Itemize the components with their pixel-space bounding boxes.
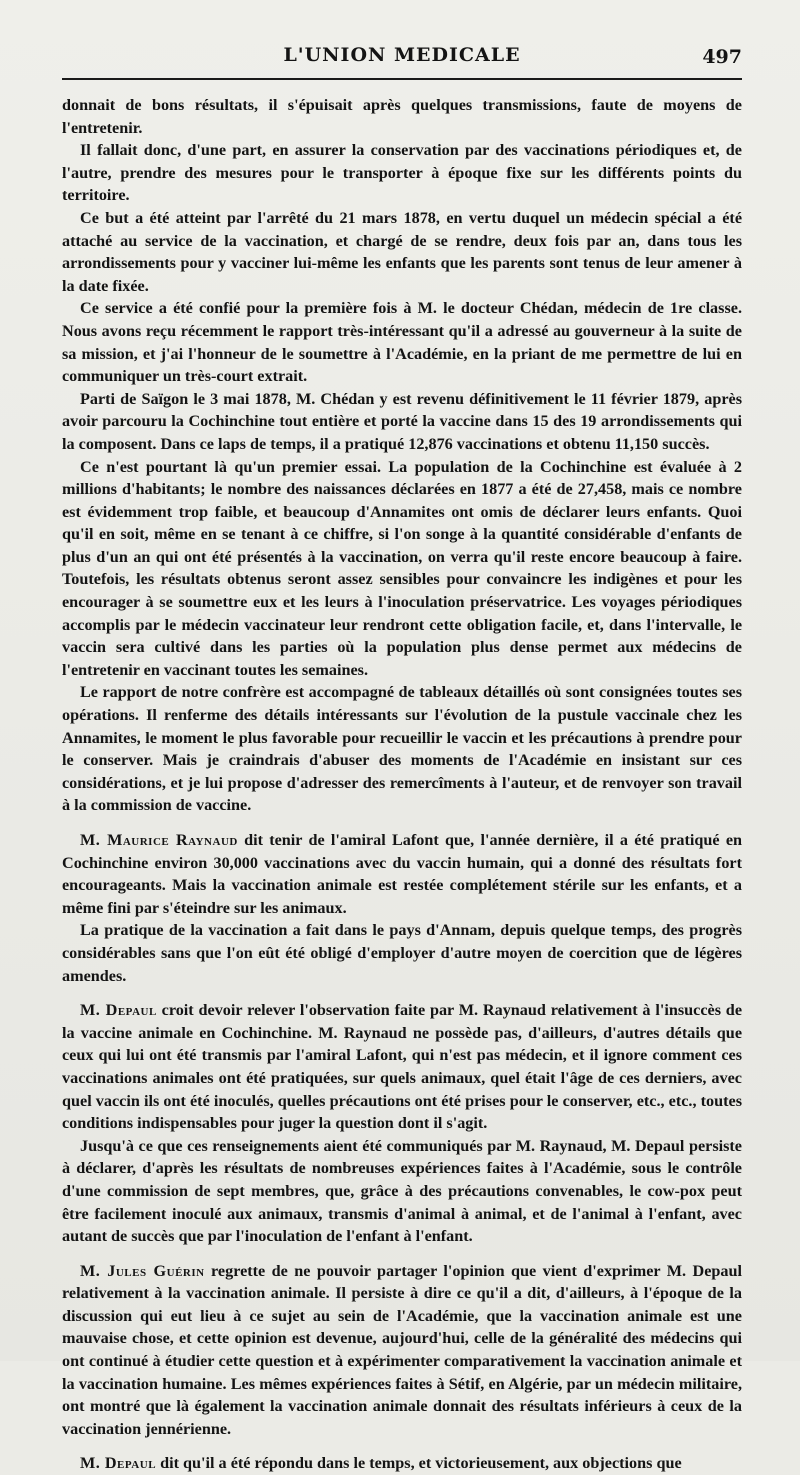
- speaker-text: dit tenir de l'amiral Lafont que, l'année dernière, il a été pratiqué en Cochinchine environ 30,000 vaccinations avec du vaccin humain, qui a donné des résultats fort encourageants. Mais la vaccination animale est restée complétement stérile sur les enfants, et a même fini par s'éteindre sur les animaux.: [62, 831, 743, 917]
- speaker-name: M. Depaul: [80, 1454, 157, 1473]
- paragraph: donnait de bons résultats, il s'épuisait après quelques transmissions, faute de moyens de l'entretenir.: [62, 96, 742, 137]
- paragraph: Jusqu'à ce que ces renseignements aient été communiqués par M. Raynaud, M. Depaul persiste à déclarer, d'après les résultats de nombreuses expériences faites à l'Académie, sous le contrôle d'une commission de sept membres, que, grâce à des précautions convenables, le cow-pox peut être facilement inoculé aux animaux, transmis d'animal à animal, et de l'animal à l'enfant, avec autant de succès que par l'inoculation de l'enfant à l'enfant.: [62, 1136, 742, 1246]
- paragraph: Le rapport de notre confrère est accompagné de tableaux détaillés où sont consignées toutes ses opérations. Il renferme des détails intéressants sur l'évolution de la pustule vaccinale chez les Annamites, le moment le plus favorable pour recueillir le vaccin et les précautions à prendre pour le conserver. Mais je craindrais d'abuser des moments de l'Académie en insistant sur ces considérations, et je lui propose d'adresser des remercîments à l'auteur, et de renvoyer son travail à la commission de vaccine.: [62, 683, 742, 815]
- speaker-name: M. Jules Guérin: [80, 1261, 205, 1280]
- article-body: [62, 94, 742, 1475]
- speaker-name: M. Maurice Raynaud: [80, 831, 238, 849]
- paragraph: Il fallait donc, d'une part, en assurer la conservation par des vaccinations périodiques et, de l'autre, prendre des mesures pour le transporter à époque fixe sur les différents points du territoire.: [62, 141, 742, 205]
- speaker-text: dit qu'il a été répondu dans le temps, et victorieusement, aux objections que: [156, 1454, 682, 1473]
- paragraph: Ce service a été confié pour la première fois à M. le docteur Chédan, médecin de 1re classe. Nous avons reçu récemment le rapport très-intéressant qu'il a adressé au gouverneur à la suite de sa mission, et j'ai l'honneur de le soumettre à l'Académie, en la priant de me permettre de lui en communiquer un très-court extrait.: [62, 299, 742, 386]
- speaker-paragraph: [62, 999, 742, 1135]
- running-header: [62, 34, 742, 74]
- paragraph: Ce n'est pourtant là qu'un premier essai. La population de la Cochinchine est évaluée à 2 millions d'habitants; le nombre des naissances déclarées en 1877 a été de 27,458, mais ce nombre est évidemment trop faible, et beaucoup d'Annamites ont omis de déclarer leurs enfants. Quoi qu'il en soit, même en se tenant à ce chiffre, si l'on songe à la quantité considérable d'enfants de plus d'un an qui ont été présentés à la vaccination, on verra qu'il reste encore beaucoup à faire. Toutefois, les résultats obtenus seront assez sensibles pour convaincre les indigènes et pour les encourager à se soumettre eux et les leurs à l'inoculation préservatrice. Les voyages périodiques accomplis par le médecin vaccinateur leur rendront cette obligation facile, et, dans l'intervalle, le vaccin sera cultivé dans les parties où la population plus dense permet aux médecins de l'entretenir en vaccinant toutes les semaines.: [62, 457, 742, 679]
- paragraph: La pratique de la vaccination a fait dans le pays d'Annam, depuis quelque temps, des progrès considérables sans que l'on eût été obligé d'employer d'autre moyen de coercition que de légères amendes.: [62, 921, 742, 985]
- speaker-text: regrette de ne pouvoir partager l'opinion que vient d'exprimer M. Depaul relativement à la vaccination animale. Il persiste à dire ce qu'il a dit, d'ailleurs, à l'époque de la discussion qui eut lieu à ce sujet au sein de l'Académie, que la vaccination animale est une mauvaise chose, et cette opinion est devenue, aujourd'hui, celle de la généralité des médecins qui ont continué à étudier cette question et à expérimenter comparativement la vaccination animale et la vaccination humaine. Les mêmes expériences faites à Sétif, en Algérie, par un médecin militaire, ont montré que là également la vaccination animale donnait des résultats inférieurs à ceux de la vaccination jennérienne.: [62, 1261, 742, 1438]
- speaker-paragraph: [62, 829, 742, 919]
- paragraph: Ce but a été atteint par l'arrêté du 21 mars 1878, en vertu duquel un médecin spécial a été attaché au service de la vaccination, et chargé de se rendre, deux fois par an, dans tous les arrondissements pour y vacciner lui-même les enfants que les parents sont tenus de leur amener à la date fixée.: [62, 208, 742, 295]
- paragraph: Parti de Saïgon le 3 mai 1878, M. Chédan y est revenu définitivement le 11 février 1879, après avoir parcouru la Cochinchine tout entière et porté la vaccine dans 15 des 19 arrondissements qui la composent. Dans ce laps de temps, il a pratiqué 12,876 vaccinations et obtenu 11,150 succès.: [62, 389, 742, 453]
- header-rule: [62, 78, 742, 80]
- speaker-paragraph: [62, 1260, 742, 1441]
- page-number: 497: [702, 46, 742, 68]
- speaker-name: M. Depaul: [80, 1001, 157, 1020]
- speaker-paragraph: [62, 1452, 742, 1475]
- speaker-text: croit devoir relever l'observation faite par M. Raynaud relativement à l'insuccès de la vaccine animale en Cochinchine. M. Raynaud ne possède pas, d'ailleurs, d'autres détails que ceux qui lui ont été transmis par l'amiral Lafont, qui n'est pas médecin, et il ignore comment ces vaccinations animales ont été pratiquées, sur quels animaux, quel était l'âge de ces derniers, avec quel vaccin ils ont été inoculés, quelles précautions ont été prises pour le conserver, etc., etc., toutes conditions indispensables pour juger la question dont il s'agit.: [62, 1001, 742, 1133]
- journal-title: L'UNION MEDICALE: [283, 44, 521, 66]
